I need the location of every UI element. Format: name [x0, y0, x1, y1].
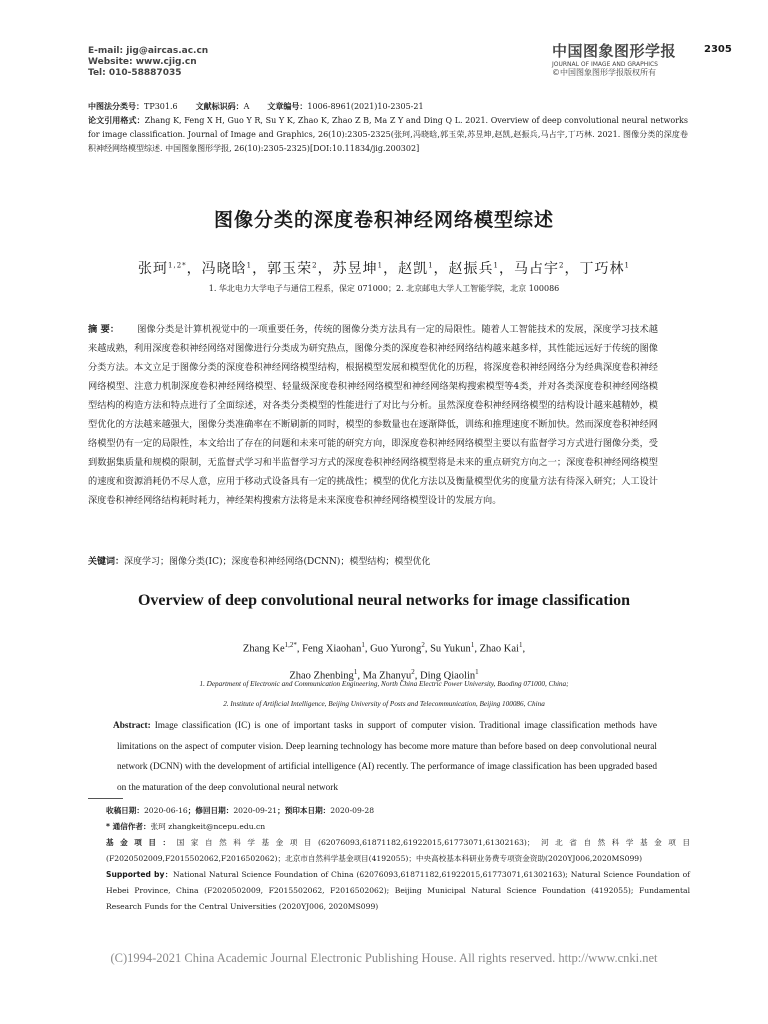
affiliation-en-2: 2. Institute of Artificial Intelligence, Beijing University of Posts and Telecommunication, Beijing 100086, China [223, 700, 545, 708]
corresponding-text: 张珂 zhangkeit@ncepu.edu.cn [150, 822, 266, 831]
author-affiliation-mark: 1 [353, 667, 358, 676]
author-affiliation-mark: 1 [377, 261, 384, 270]
abstract-en-text: Image classification (IC) is one of important tasks in support of computer vision. Traditional image classification methods have limitations on the aspect of computer vision. Deep learning technology has become more mature than before based on deep convolutional neural network (DCNN) with the development of artificial intelligence (AI) recently. The performance of image classification has been upgraded based on the maturation of the deep convolutional neural network [117, 721, 658, 793]
abstract-cn-text: 图像分类是计算机视觉中的一项重要任务，传统的图像分类方法具有一定的局限性。随着人工智能技术的发展，深度学习技术越来越成熟，利用深度卷积神经网络对图像进行分类成为研究热点，图像分类的深度卷积神经网络结构越来越多样，其性能远远好于传统的图像分类方法。本文立足于图像分类的深度卷积神经网络模型结构，根据模型发展和模型优化的历程，将深度卷积神经网络分为经典深度卷积神经网络模型、注意力机制深度卷积神经网络模型、轻量级深度卷积神经网络模型和神经网络架构搜索模型等4类，并对各类深度卷积神经网络模型结构的构造方法和特点进行了全面综述，对各类分类模型的性能进行了对比与分析。虽然深度卷积神经网络模型的结构设计越来越精妙，模型优化的方法越来越强大，图像分类准确率在不断刷新的同时，模型的参数量也在逐渐降低，训练和推理速度不断加快。然而深度卷积神经网络模型仍有一定的局限性，本文给出了存在的问题和未来可能的研究方向，即深度卷积神经网络模型主要以有监督学习方式进行图像分类，受到数据集质量和规模的限制，无监督式学习和半监督学习方式的深度卷积神经网络模型将是未来的重点研究方向之一；深度卷积神经网络模型的速度和资源消耗仍不尽人意，应用于移动式设备具有一定的挑战性；模型的优化方法以及衡量模型优劣的度量方法有待深入研究；人工设计深度卷积神经网络结构耗时耗力，神经架构搜索方法将是未来深度卷积神经网络模型设计的发展方向。 [88, 324, 658, 506]
footnotes [106, 803, 690, 915]
author-separator: ， [186, 261, 202, 277]
author-separator: ， [317, 261, 333, 277]
author-affiliation-mark: 1 [361, 641, 365, 649]
author-affiliation-mark: 1,2* [284, 641, 297, 649]
clc-value: TP301.6 [144, 102, 178, 111]
author-separator: , [296, 643, 303, 655]
journal-tel: Tel: 010-58887035 [88, 68, 182, 78]
author-separator: , [522, 643, 526, 655]
clc-label: 中图法分类号： [88, 102, 144, 111]
author-separator: ， [383, 261, 399, 277]
author-name: 丁巧林 [579, 261, 625, 277]
affiliation-en [0, 674, 768, 714]
dates-row [106, 803, 690, 819]
author-affiliation-mark: 1 [518, 641, 523, 649]
preprint-label: ；预印本日期： [277, 806, 331, 815]
authors-cn [0, 258, 768, 278]
author-name: 郭玉荣 [267, 261, 313, 277]
journal-name-en: JOURNAL OF IMAGE AND GRAPHICS [552, 61, 658, 68]
author-name: Zhao Zhenbing [289, 670, 354, 681]
author-affiliation-mark: 2 [411, 667, 415, 676]
classification-row [88, 100, 688, 114]
author-name: 马占宇 [514, 261, 560, 277]
funding-en-label: Supported by： [106, 870, 173, 879]
citation-text: Zhang K, Feng X H, Guo Y R, Su Y K, Zhao K, Zhao Z B, Ma Z Y and Ding Q L. 2021. Overview of deep convolutional neural networks for image classification. Journal of Image and Graphics, 26(10):2305-2325(张珂,冯晓晗,郭玉荣,苏昱坤,赵凯,赵振兵,马占宇,丁巧林. 2021. 图像分类的深度卷积神经网络模型综述. 中国图象图形学报, 26(10):2305-2325)[DOI:10.11834/jig.200302] [88, 116, 688, 153]
author-affiliation-mark: 1 [475, 667, 479, 676]
keywords-cn-label: 关键词： [88, 557, 125, 567]
author-separator: ， [433, 261, 449, 277]
citation-format [88, 114, 688, 156]
funding-en-text: National Natural Science Foundation of China (62076093,61871182,61922015,61773071,61302163); Natural Science Foundation of Hebei Province, China (F2020502009, F2015502062, F2016502062); Beijing Municipal Natural Science Foundation (4192055); Fundamental Research Funds for the Central Universities (2020YJ006, 2020MS099) [106, 870, 690, 911]
journal-name-cn: 中国图象图形学报 [552, 42, 677, 60]
author-affiliation-mark: 1 [624, 261, 630, 270]
article-no-label: 文章编号： [267, 102, 308, 111]
author-name: Zhang Ke [242, 643, 285, 655]
page-number: 2305 [704, 44, 732, 55]
affiliation-cn: 1. 华北电力大学电子与通信工程系，保定 071000；2. 北京邮电大学人工智能学院，北京 100086 [208, 284, 560, 293]
journal-contact-block [88, 46, 208, 79]
revised-label: ；修回日期： [187, 806, 234, 815]
received-date: 2020-06-16 [143, 806, 188, 815]
author-separator: , [474, 643, 480, 655]
citation-label: 论文引用格式： [88, 116, 145, 125]
author-separator: ， [499, 261, 515, 277]
affiliation-en-1: 1. Department of Electronic and Communication Engineering, North China Electric Power University, Baoding 071000, China; [199, 680, 569, 688]
keywords-cn-text: 深度学习；图像分类(IC)；深度卷积神经网络(DCNN)；模型结构；模型优化 [124, 557, 431, 567]
author-affiliation-mark: 1 [493, 261, 500, 270]
author-name: 赵凯 [398, 261, 429, 277]
doc-code-label: 文献标识码： [195, 102, 244, 111]
preprint-date: 2020-09-28 [330, 806, 375, 815]
author-separator: ， [252, 261, 268, 277]
journal-email[interactable]: E-mail: jig@aircas.ac.cn [88, 46, 209, 56]
footnote-divider [88, 798, 123, 799]
author-separator: , [364, 643, 371, 655]
article-meta [88, 100, 688, 156]
author-separator: , [424, 643, 431, 655]
author-affiliation-mark: 2 [421, 641, 425, 649]
author-affiliation-mark: 1 [470, 641, 475, 649]
author-name: 苏昱坤 [332, 261, 378, 277]
author-name: Guo Yurong [370, 643, 422, 655]
abstract-en-label: Abstract: [113, 721, 151, 731]
abstract-en [113, 716, 658, 798]
authors-en-line-1 [0, 634, 768, 661]
cnki-footer: (C)1994-2021 China Academic Journal Electronic Publishing House. All rights reserved. http://www.cnki.net [110, 951, 658, 965]
funding-cn [88, 835, 690, 867]
author-affiliation-mark: 2 [312, 261, 318, 270]
funding-cn-label: 基金项目： [106, 838, 177, 847]
author-separator: , [414, 670, 421, 681]
keywords-cn [88, 554, 688, 567]
funding-cn-text: 国家自然科学基金项目(62076093,61871182,61922015,61773071,61302163)；河北省自然科学基金项目(F2020502009,F2015502062,F2016502062)；北京市自然科学基金项目(4192055)；中央高校基本科研业务费专项资金资助(2020YJ006,2020MS099) [106, 838, 690, 863]
corresponding-label: * 通信作者： [106, 822, 151, 831]
journal-logo-block [552, 40, 682, 78]
author-affiliation-mark: 1 [428, 261, 434, 270]
doc-code-value: A [243, 102, 250, 111]
author-separator: ， [564, 261, 580, 277]
author-name: Zhao Kai [479, 643, 519, 655]
paper-title-en: Overview of deep convolutional neural networks for image classification [137, 592, 631, 609]
author-name: Su Yukun [430, 643, 471, 655]
corresponding-author-row [106, 819, 690, 835]
journal-copyright: ©中国图象图形学报版权所有 [552, 68, 656, 77]
journal-website[interactable]: Website: www.cjig.cn [88, 57, 197, 67]
author-affiliation-mark: 2 [559, 261, 565, 270]
revised-date: 2020-09-21 [233, 806, 278, 815]
abstract-cn-label: 摘 要： [88, 324, 120, 335]
author-affiliation-mark: 1,2* [168, 261, 187, 270]
author-name: Ding Qiaolin [420, 670, 476, 681]
author-affiliation-mark: 1 [246, 261, 253, 270]
article-no-value: 1006-8961(2021)10-2305-21 [307, 102, 424, 111]
paper-title-cn: 图像分类的深度卷积神经网络模型综述 [213, 209, 554, 231]
abstract-cn [88, 320, 658, 510]
author-name: 张珂 [138, 261, 169, 277]
author-name: Ma Zhanyu [362, 670, 412, 681]
author-separator: , [357, 670, 363, 681]
funding-en [88, 867, 690, 915]
received-label: 收稿日期： [106, 806, 144, 815]
author-name: 冯晓晗 [201, 261, 247, 277]
author-name: 赵振兵 [448, 261, 494, 277]
author-name: Feng Xiaohan [302, 643, 362, 655]
